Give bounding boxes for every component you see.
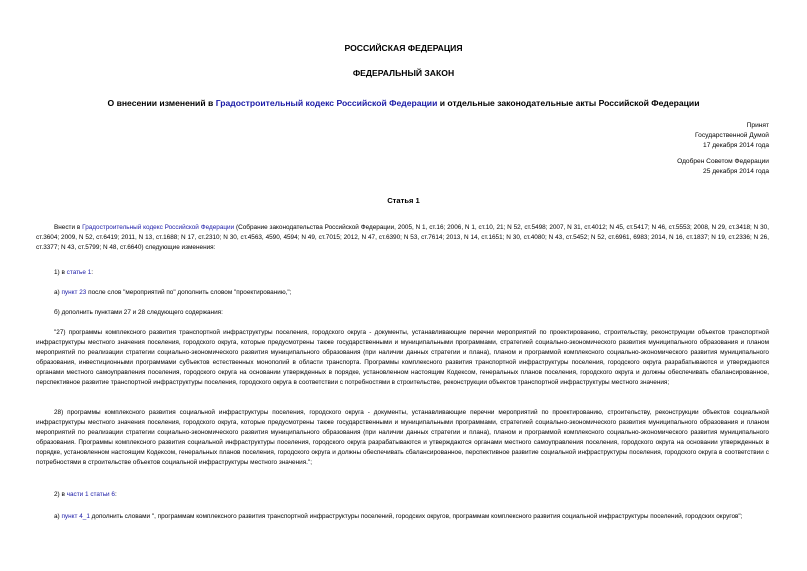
paragraph-item-2a <box>36 512 769 522</box>
country-heading: РОССИЙСКАЯ ФЕДЕРАЦИЯ <box>344 43 463 53</box>
p3-pre: а) <box>54 289 62 296</box>
p2-pre: 1) в <box>54 269 67 276</box>
p3-post: после слов "мероприятий по" дополнить словом "проектированию,"; <box>86 289 292 296</box>
code-link[interactable]: Градостроительный кодекс Российской Федерации <box>82 224 235 231</box>
law-title <box>0 98 807 108</box>
article-6-part-1-link[interactable]: части 1 статьи 6 <box>66 491 115 498</box>
approval-line-2: 25 декабря 2014 года <box>703 168 769 176</box>
paragraph-point-28: 28) программы комплексного развития социальной инфраструктуры поселения, городского округа - документы, устанавливающие перечни мероприятий по проектированию, строительству, реконструкции объектов социальной инфраструктуры местного значения поселения, городского округа, которые предусмотрены также государственными и муниципальными программами, стратегией социально-экономического развития муниципального образования и планом мероприятий по реализации стратегии социально-экономического развития муниципального образования (при наличии данных стратегии и плана), планом и программой комплексного социально-экономического развития муниципального образования. Программы комплексного развития социальной инфраструктуры поселения, городского округа разрабатываются и утверждаются органами местного самоуправления поселения, городского округа на основании утвержденных в порядке, установленном настоящим Кодексом, генеральных планов поселения, городского округа и должны обеспечивать сбалансированное, перспективное развитие социальной инфраструктуры поселения, городского округа в соответствии с потребностями в строительстве объектов социальной инфраструктуры местного значения."; <box>36 409 769 467</box>
article-1-link[interactable]: статье 1 <box>66 269 92 276</box>
p1-pre: Внести в <box>54 224 83 231</box>
doc-type-heading: ФЕДЕРАЛЬНЫЙ ЗАКОН <box>352 68 455 78</box>
p8-post: дополнить словами ", программам комплексного развития транспортной инфраструктуры поселений, городских округов, программам комплексного развития социальной инфраструктуры поселений, городских округов"; <box>89 513 743 520</box>
paragraph-item-1a <box>36 288 769 298</box>
p7-pre: 2) в <box>54 491 67 498</box>
paragraph-point-27: "27) программы комплексного развития транспортной инфраструктуры поселения, городского округа - документы, устанавливающие перечни мероприятий по проектированию, строительству, реконструкции объектов транспортной инфраструктуры местного значения поселения, городского округа, которые предусмотрены также государственными и муниципальными программами, стратегией социально-экономического развития муниципального образования и планом мероприятий по реализации стратегии социально-экономического развития муниципального образования (при наличии данных стратегии и плана), планом и программой комплексного социально-экономического развития муниципального образования, инвестиционными программами субъектов естественных монополий в области транспорта. Программы комплексного развития транспортной инфраструктуры поселения, городского округа разрабатываются и утверждаются органами местного самоуправления поселения, городского округа на основании утвержденных в порядке, установленном настоящим Кодексом, генеральных планов поселения, городского округа и должны обеспечивать сбалансированное, перспективное развитие транспортной инфраструктуры поселения, городского округа в соответствии с потребностями в строительстве, реконструкции объектов транспортной инфраструктуры местного значения; <box>36 329 769 387</box>
p2-post: : <box>91 269 94 276</box>
approval-block <box>677 157 769 177</box>
p7-post: : <box>114 491 117 498</box>
p8-pre: а) <box>54 513 62 520</box>
adoption-line-2: Государственной Думой <box>695 132 769 140</box>
article-title: Статья 1 <box>387 196 420 205</box>
adoption-line-3: 17 декабря 2014 года <box>703 142 769 150</box>
p1-post: (Собрание законодательства Российской Федерации, 2005, N 1, ст.16; 2006, N 1, ст.10, 21; N 52, ст.5498; 2007, N 31, ст.4012; N 45, ст.5417; N 46, ст.5553; 2008, N 29, ст.3418; N 30, ст.3604; 2009, N 52, ст.6419; 2011, N 13, ст.1688; N 17, ст.2310; N 30, ст.4563, 4590, 4594; N 49, ст.7015; 2012, N 47, ст.6390; N 53, ст.7614; 2013, N 14, ст.1651; N 30, ст.4080; N 43, ст.5452; N 52, ст.6961, 6983; 2014, N 16, ст.1837; N 19, ст.2336; N 26, ст.3377; N 43, ст.5799; N 48, ст.6640) следующие изменения: <box>36 224 769 252</box>
law-title-pre: О внесении изменений в <box>107 98 216 108</box>
paragraph-item-1 <box>36 268 769 278</box>
adoption-line-1: Принят <box>746 122 769 129</box>
approval-line-1: Одобрен Советом Федерации <box>677 158 769 165</box>
point-4-1-link[interactable]: пункт 4_1 <box>61 513 90 520</box>
paragraph-item-1b: б) дополнить пунктами 27 и 28 следующего содержания: <box>54 309 223 316</box>
paragraph-intro <box>36 223 769 253</box>
paragraph-item-2 <box>36 490 769 500</box>
law-title-post: и отдельные законодательные акты Российской Федерации <box>437 98 700 108</box>
law-title-link[interactable]: Градостроительный кодекс Российской Федерации <box>215 98 438 108</box>
adoption-block <box>695 121 769 152</box>
point-23-link[interactable]: пункт 23 <box>61 289 87 296</box>
